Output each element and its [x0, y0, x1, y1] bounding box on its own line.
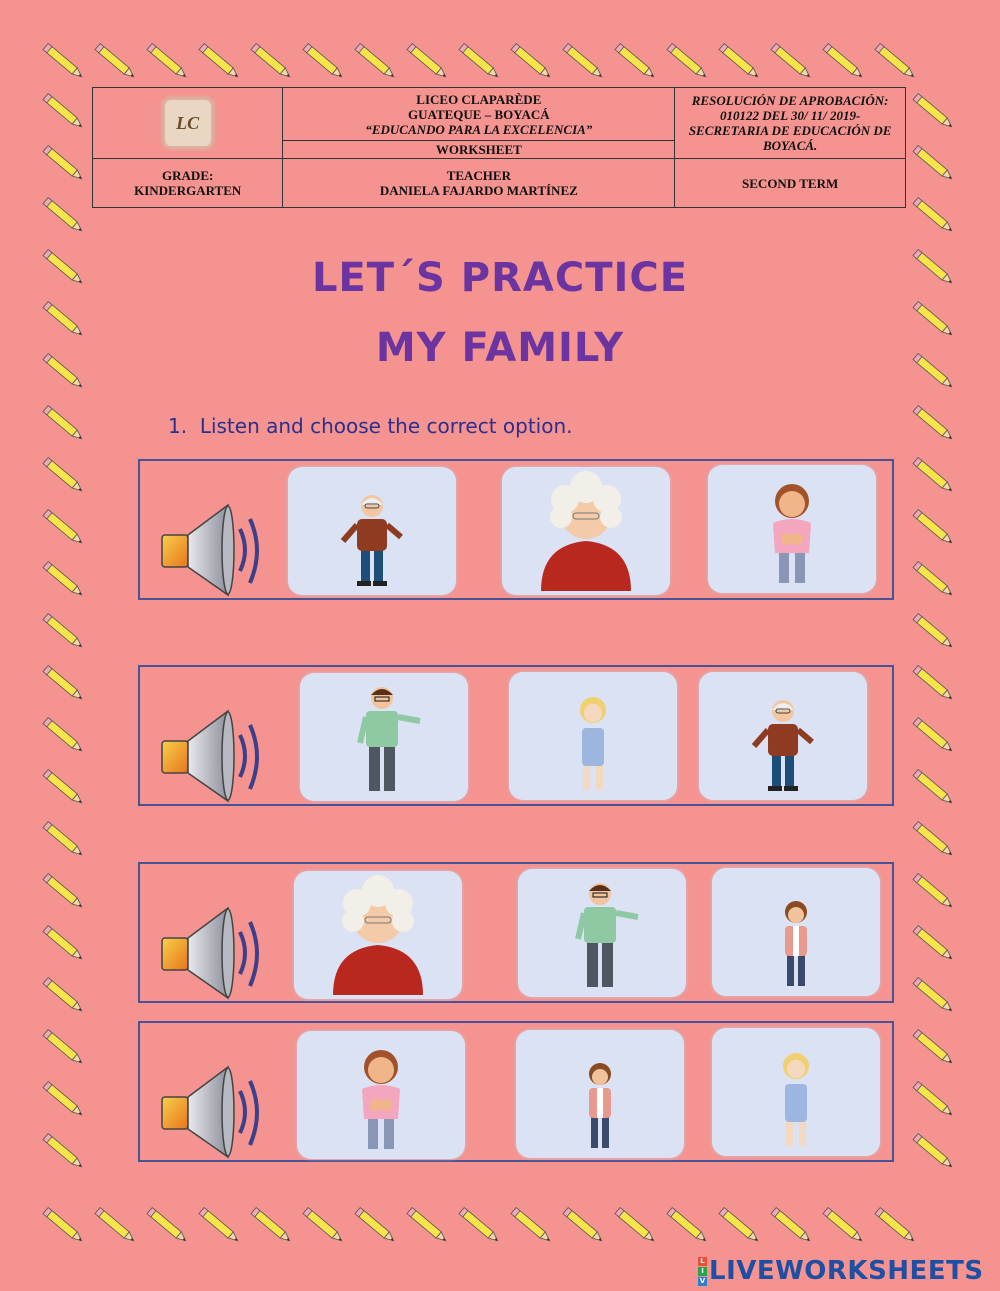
school-header-table: [92, 87, 906, 208]
grade-label: GRADE:: [162, 168, 214, 183]
grade-value: KINDERGARTEN: [134, 183, 242, 198]
school-name: LICEO CLAPARÈDE: [416, 91, 542, 107]
option-card-brother[interactable]: [712, 868, 880, 996]
title-my-family: MY FAMILY: [375, 325, 625, 371]
school-location: GUATEQUE – BOYACÁ: [408, 106, 550, 122]
title-lets-practice: LET´S PRACTICE: [311, 255, 689, 301]
exercise-row-1: [138, 459, 894, 600]
school-logo-cell: [93, 88, 283, 159]
speaker-icon[interactable]: [158, 1061, 270, 1161]
exercise-row-4: [138, 1021, 894, 1162]
term-cell: SECOND TERM: [675, 159, 906, 208]
sister-figure: [568, 688, 618, 796]
liveworksheets-logo-squares: L I V: [699, 1256, 706, 1285]
father-figure: [344, 685, 424, 797]
instruction: [168, 414, 573, 438]
grandfather-figure: [337, 491, 407, 591]
mother-figure: [346, 1043, 416, 1155]
school-motto: “EDUCANDO PARA LA EXCELENCIA”: [365, 121, 593, 137]
instruction-text: Listen and choose the correct option.: [199, 414, 573, 438]
mother-figure: [757, 477, 827, 589]
option-card-mother[interactable]: [708, 465, 876, 593]
teacher-cell: [283, 159, 675, 208]
teacher-label: TEACHER: [446, 168, 511, 183]
instruction-number: 1.: [168, 414, 188, 438]
liveworksheets-brand: LIVEWORKSHEETS: [709, 1256, 984, 1286]
grandfather-figure: [748, 696, 818, 796]
sister-figure: [771, 1044, 821, 1152]
option-card-grandmother[interactable]: [502, 467, 670, 595]
resolution-text: RESOLUCIÓN DE APROBACIÓN: 010122 DEL 30/ 11/ 2019- SECRETARIA DE EDUCACIÓN DE BOYACÁ.: [675, 88, 906, 159]
exercise-row-3: [138, 862, 894, 1003]
liveworksheets-logo[interactable]: [698, 1256, 984, 1286]
option-card-mother[interactable]: [297, 1031, 465, 1159]
option-card-father[interactable]: [300, 673, 468, 801]
teacher-name: DANIELA FAJARDO MARTÍNEZ: [379, 183, 578, 198]
option-card-father[interactable]: [518, 869, 686, 997]
speaker-icon[interactable]: [158, 902, 270, 1002]
father-figure: [562, 881, 642, 993]
speaker-icon[interactable]: [158, 499, 270, 599]
option-card-sister[interactable]: [509, 672, 677, 800]
school-logo: LC: [165, 100, 211, 146]
brother-figure: [578, 1058, 622, 1154]
brother-figure: [774, 896, 818, 992]
doc-type: WORKSHEET: [283, 141, 675, 159]
option-card-grandfather[interactable]: [699, 672, 867, 800]
school-info-cell: [283, 88, 675, 141]
option-card-grandfather[interactable]: [288, 467, 456, 595]
speaker-icon[interactable]: [158, 705, 270, 805]
option-card-brother[interactable]: [516, 1030, 684, 1158]
option-card-sister[interactable]: [712, 1028, 880, 1156]
grandmother-figure: [531, 467, 641, 591]
grandmother-figure: [323, 871, 433, 995]
grade-cell: [93, 159, 283, 208]
option-card-grandmother[interactable]: [294, 871, 462, 999]
exercise-row-2: [138, 665, 894, 806]
